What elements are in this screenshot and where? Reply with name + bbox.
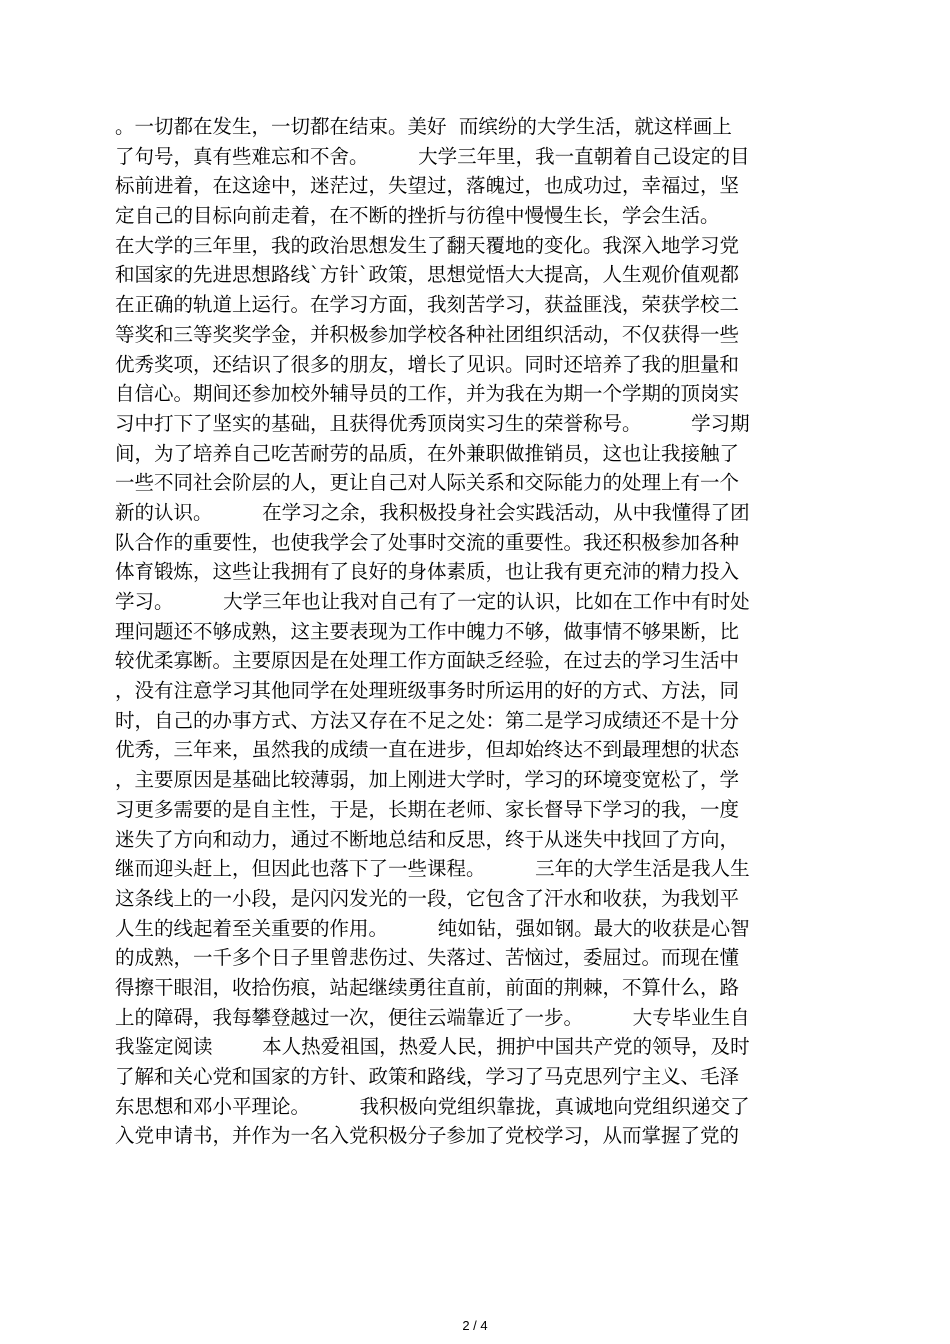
text-line: 学习。 大学三年也让我对自己有了一定的认识，比如在工作中有时处 — [115, 590, 750, 613]
text-line: ，没有注意学习其他同学在处理班级事务时所运用的好的方式、方法，同 — [115, 679, 740, 703]
page-number: 2 / 4 — [462, 1318, 488, 1333]
text-line: 了解和关心党和国家的方针、政策和路线，学习了马克思列宁主义、毛泽 — [115, 1065, 740, 1088]
text-line: 了句号，真有些难忘和不舍。 大学三年里，我一直朝着自己设定的目 — [115, 144, 750, 168]
text-line: ，主要原因是基础比较薄弱，加上刚进大学时，学习的环境变宽松了，学 — [115, 768, 740, 792]
text-line: 间，为了培养自己吃苦耐劳的品质，在外兼职做推销员，这也让我接触了 — [115, 441, 740, 465]
text-line: 。一切都在发生，一切都在结束。美好 而缤纷的大学生活，就这样画上 — [115, 115, 732, 138]
text-line: 队合作的重要性，也使我学会了处事时交流的重要性。我还积极参加各种 — [115, 530, 740, 554]
text-line: 在大学的三年里，我的政治思想发生了翻天覆地的变化。我深入地学习党 — [115, 233, 740, 257]
text-line: 继而迎头赶上，但因此也落下了一些课程。 三年的大学生活是我人生 — [115, 857, 750, 881]
text-line: 一些不同社会阶层的人，更让自己对人际关系和交际能力的处理上有一个 — [115, 471, 740, 495]
text-line: 定自己的目标向前走着，在不断的挫折与彷徨中慢慢生长，学会生活。 — [115, 204, 720, 228]
text-line: 人生的线起着至关重要的作用。 纯如钻，强如钢。最大的收获是心智 — [115, 916, 750, 940]
text-line: 标前进着，在这途中，迷茫过，失望过，落魄过，也成功过，幸福过，坚 — [115, 174, 740, 198]
text-line: 上的障碍，我每攀登越过一次，便往云端靠近了一步。 大专毕业生自 — [115, 1005, 750, 1029]
text-line: 得擦干眼泪，收拾伤痕，站起继续勇往直前，前面的荆棘，不算什么，路 — [115, 975, 740, 999]
text-line: 时，自己的办事方式、方法又存在不足之处：第二是学习成绩还不是十分 — [115, 708, 740, 732]
text-line: 习更多需要的是自主性，于是，长期在老师、家长督导下学习的我，一度 — [115, 797, 740, 821]
text-line: 优秀奖项，还结识了很多的朋友，增长了见识。同时还培养了我的胆量和 — [115, 352, 740, 376]
body-text — [115, 112, 835, 1151]
text-line: 自信心。期间还参加校外辅导员的工作，并为我在为期一个学期的顶岗实 — [115, 382, 740, 406]
text-line: 优秀，三年来，虽然我的成绩一直在进步，但却始终达不到最理想的状态 — [115, 738, 740, 762]
text-line: 东思想和邓小平理论。 我积极向党组织靠拢，真诚地向党组织递交了 — [115, 1094, 750, 1118]
text-line: 的成熟，一千多个日子里曾悲伤过、失落过、苦恼过，委屈过。而现在懂 — [115, 946, 740, 970]
text-line: 习中打下了坚实的基础，且获得优秀顶岗实习生的荣誉称号。 学习期 — [115, 411, 750, 435]
text-line: 在正确的轨道上运行。在学习方面，我刻苦学习，获益匪浅，荣获学校二 — [115, 293, 740, 317]
text-line: 新的认识。 在学习之余，我积极投身社会实践活动，从中我懂得了团 — [115, 500, 750, 524]
text-line: 等奖和三等奖奖学金，并积极参加学校各种社团组织活动，不仅获得一些 — [115, 322, 740, 346]
text-line: 较优柔寡断。主要原因是在处理工作方面缺乏经验，在过去的学习生活中 — [115, 649, 740, 673]
text-line: 和国家的先进思想路线`方针`政策，思想觉悟大大提高，人生观价值观都 — [115, 263, 740, 287]
text-line: 体育锻炼，这些让我拥有了良好的身体素质，也让我有更充沛的精力投入 — [115, 560, 740, 584]
text-line: 理问题还不够成熟，这主要表现为工作中魄力不够，做事情不够果断，比 — [115, 619, 740, 643]
text-line: 入党申请书，并作为一名入党积极分子参加了党校学习，从而掌握了党的 — [115, 1124, 740, 1148]
text-line: 这条线上的一小段，是闪闪发光的一段，它包含了汗水和收获，为我划平 — [115, 886, 740, 910]
text-line: 迷失了方向和动力，通过不断地总结和反思，终于从迷失中找回了方向， — [115, 827, 740, 851]
text-line: 我鉴定阅读 本人热爱祖国，热爱人民，拥护中国共产党的领导，及时 — [115, 1035, 750, 1059]
